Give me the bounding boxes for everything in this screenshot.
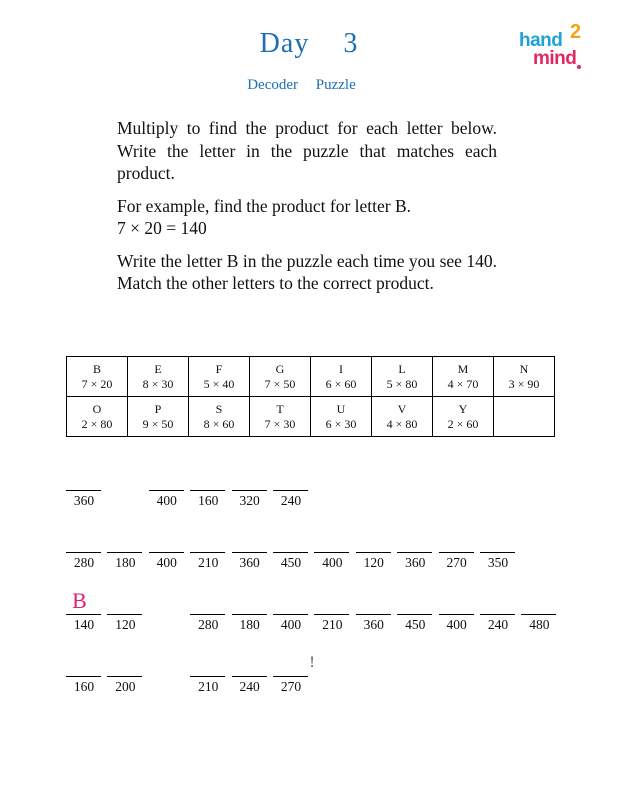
key-letter: I [339,361,343,376]
answer-blank[interactable] [521,614,556,615]
key-letter: L [398,361,406,376]
product-number: 120 [115,617,136,632]
key-letter: O [92,401,102,416]
key-expression: 7 × 30 [264,416,296,431]
product-number: 180 [239,617,260,632]
key-cell [494,357,555,397]
answer-blank[interactable] [397,614,432,615]
key-cell [433,357,494,397]
answer-blank[interactable] [66,490,101,491]
answer-blank[interactable] [439,552,474,553]
answer-blank[interactable] [232,490,267,491]
key-expression: 5 × 40 [203,376,235,391]
title-number: 3 [343,28,359,59]
answer-blank[interactable] [439,614,474,615]
answer-blank[interactable] [232,614,267,615]
key-cell [494,397,555,437]
answer-blank[interactable] [107,676,142,677]
key-letter: M [457,361,469,376]
product-number: 280 [198,617,219,632]
answer-blank[interactable] [314,614,349,615]
logo-hand-text: hand [519,30,563,51]
answer-blank[interactable] [480,552,515,553]
product-number: 210 [198,555,219,570]
key-letter: Y [458,401,468,416]
key-cell [372,397,433,437]
key-letter: T [276,401,284,416]
key-cell [67,357,128,397]
title-word: Day [259,28,310,59]
key-expression: 5 × 80 [386,376,418,391]
product-number: 200 [115,679,136,694]
answer-blank[interactable] [356,552,391,553]
key-expression: 4 × 70 [447,376,479,391]
key-cell [250,357,311,397]
product-number: 210 [322,617,343,632]
instruction-paragraph-3: Write the letter B in the puzzle each time you see 140. Match the other letters to the correct product. [117,250,497,293]
key-letter: V [397,401,407,416]
key-cell [189,357,250,397]
key-table-row [67,397,555,437]
logo-dot [577,65,581,69]
product-number: 450 [280,555,302,570]
letter-key-table [66,356,555,437]
answer-blank[interactable] [232,552,267,553]
product-number: 360 [405,555,426,570]
product-number: 400 [280,617,302,632]
key-expression: 6 × 30 [325,416,357,431]
key-cell [67,397,128,437]
answer-blank[interactable] [356,614,391,615]
key-expression: 9 × 50 [142,416,174,431]
product-number: 270 [446,555,467,570]
key-cell [128,397,189,437]
key-cell [250,397,311,437]
product-number: 400 [156,555,177,570]
answer-blank[interactable] [480,614,515,615]
key-letter: N [519,361,529,376]
answer-blank[interactable] [190,614,225,615]
answer-blank[interactable] [273,490,308,491]
product-number: 240 [280,493,302,508]
answer-blank[interactable] [190,676,225,677]
answer-blank[interactable] [314,552,349,553]
answer-blank[interactable] [190,552,225,553]
instructions [117,117,497,305]
key-letter: U [336,401,346,416]
key-letter: F [215,361,223,376]
product-number: 400 [446,617,467,632]
product-number: 360 [73,493,95,508]
product-number: 400 [156,493,177,508]
answer-blank[interactable] [107,614,142,615]
key-expression: 2 × 80 [81,416,113,431]
key-cell [372,357,433,397]
instruction-paragraph-2 [117,195,497,240]
answer-blank[interactable] [66,676,101,677]
product-number: 180 [115,555,136,570]
product-number: 360 [363,617,384,632]
product-number: 240 [487,617,509,632]
answer-blank[interactable] [190,490,225,491]
product-number: 360 [239,555,260,570]
example-equation: 7 × 20 = 140 [117,218,207,238]
key-expression: 8 × 60 [203,416,235,431]
key-expression: 7 × 20 [81,376,113,391]
product-number: 270 [280,679,302,694]
key-expression: 8 × 30 [142,376,174,391]
key-cell [189,397,250,437]
answer-blank[interactable] [107,552,142,553]
hand2mind-logo [519,22,599,68]
key-cell [311,397,372,437]
answer-blank[interactable] [397,552,432,553]
answer-blank[interactable] [66,614,101,615]
key-cell [128,357,189,397]
logo-mind-text: mind [533,48,577,69]
answer-blank[interactable] [149,490,184,491]
exclamation-mark: ! [309,654,315,671]
key-cell [433,397,494,437]
example-text: For example, find the product for letter B. [117,195,412,216]
key-letter: P [154,401,162,416]
key-expression: 4 × 80 [386,416,418,431]
product-number: 350 [487,555,509,570]
answer-blank[interactable] [232,676,267,677]
product-number: 240 [239,679,260,694]
product-number: 160 [198,493,219,508]
key-expression: 2 × 60 [447,416,479,431]
answer-blank[interactable] [273,676,308,677]
product-number: 210 [198,679,219,694]
product-number: 280 [73,555,95,570]
product-number: 450 [405,617,426,632]
answer-blank[interactable] [273,552,308,553]
answer-blank[interactable] [273,614,308,615]
instruction-paragraph-1: Multiply to find the product for each letter below. Write the letter in the puzzle that matches each product. [117,118,497,183]
page-subtitle: Decoder Puzzle [247,77,356,93]
key-cell [311,357,372,397]
product-number: 400 [322,555,343,570]
product-number: 160 [73,679,95,694]
product-number: 320 [239,493,260,508]
product-number: 120 [363,555,384,570]
logo-two-text: 2 [570,21,582,43]
key-expression: 3 × 90 [508,376,540,391]
key-letter: B [92,361,101,376]
answer-blank[interactable] [149,552,184,553]
key-expression: 7 × 50 [264,376,296,391]
key-table-row [67,357,555,397]
filled-letter: B [72,588,87,613]
product-number: 140 [73,617,95,632]
product-number: 480 [529,617,550,632]
key-letter: S [215,401,223,416]
answer-blank[interactable] [66,552,101,553]
key-letter: E [154,361,162,376]
key-expression: 6 × 60 [325,376,357,391]
key-letter: G [275,361,285,376]
